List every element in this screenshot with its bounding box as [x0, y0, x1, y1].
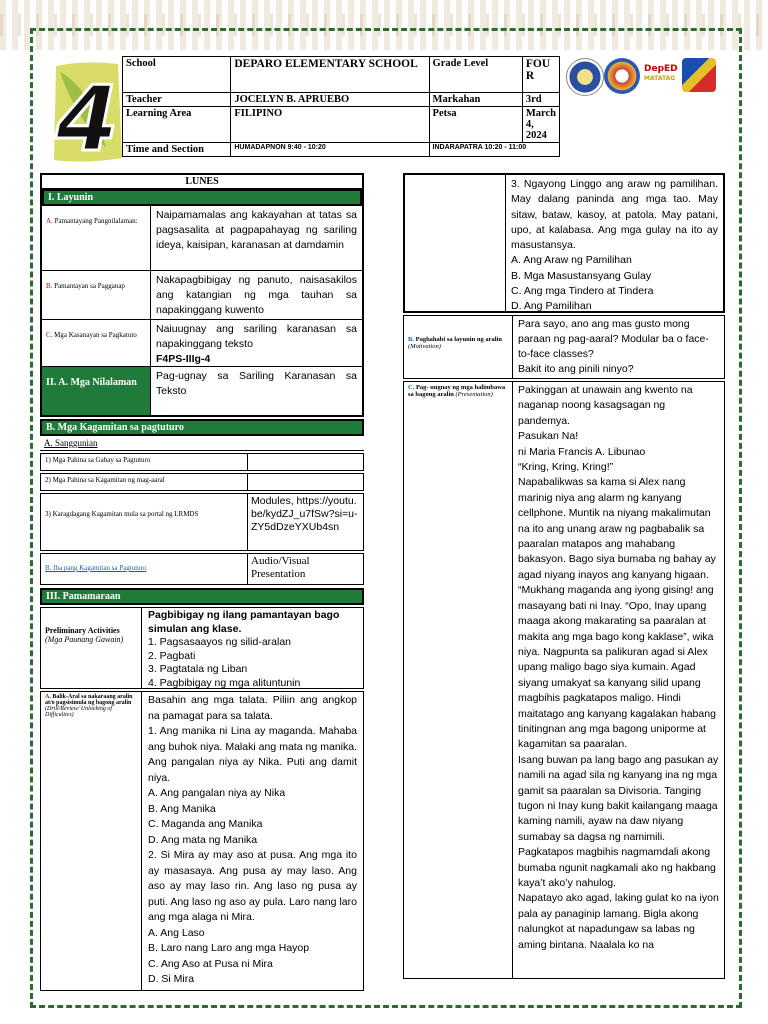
pagganap-text: Nakapagbibigay ng panuto, naisasakilos ang katangian ng mga tauhan sa napakinggang kuwento	[156, 274, 357, 316]
grade-label: Grade Level	[429, 57, 522, 93]
ref-row-2: 2) Mga Pahina sa Kagamitan ng mag-aaral	[40, 473, 364, 491]
ref-row-4: B. Iba pang Kagamitan sa Pagtuturo Audio/Visual Presentation	[40, 553, 364, 585]
pamantayang-row	[42, 206, 362, 271]
svg-text:4: 4	[55, 67, 119, 168]
layunin-heading: I. Layunin	[42, 189, 362, 206]
motivation-label: B. Paghahabi sa layunin ng aralin (Motivation)	[404, 316, 513, 378]
nilalaman-text: Pag-ugnay sa Sariling Karanasan sa Teksto	[156, 370, 357, 397]
lunes-section	[40, 173, 364, 417]
kasanayan-label: C. Mga Kasanayan sa Pagkatuto	[42, 320, 151, 366]
teacher-value: JOCELYN B. APRUEBO	[231, 93, 429, 107]
pagganap-label: B. Pamantayan sa Pagganap	[42, 271, 151, 319]
prelim-row	[40, 607, 364, 689]
petsa-label: Petsa	[429, 107, 522, 143]
region-seal-icon	[604, 58, 640, 94]
left-column	[40, 173, 364, 991]
deped-seal-icon	[566, 58, 604, 96]
ref-row-3: 3) Karagdagang Kagamitan mula sa portal ng LRMDS Modules, https://youtu.be/kydZJ_u7fSw?si=u-ZY5dDzeYXUb4sn	[40, 493, 364, 551]
nilalaman-label: II. A. Mga Nilalaman	[42, 367, 151, 415]
prelim-label: Preliminary Activities (Mga Paunang Gawain)	[41, 608, 142, 688]
ref-row-1: 1) Mga Pahina sa Gabay sa Pagtuturo	[40, 453, 364, 471]
time-label: Time and Section	[123, 143, 231, 157]
area-label: Learning Area	[123, 107, 231, 143]
header-table	[122, 56, 560, 157]
motivation-row	[403, 315, 725, 379]
presentation-label: C. Pag- uugnay ng mga halimbawa sa bagong aralin (Presentation)	[404, 382, 513, 978]
story-content: Pakinggan at unawain ang kwento na naganap noong kasagsagan ng pandemya. Pasukan Na! ni Maria Francis A. Libunao “Kring, Kring, Kring!” Napabalikwas sa kama si Alex nang marinig niya ang alarm ng kanyang cellphone. Muntik na niyang makalimutan na ito ang unang araw ng pagbabalik sa paaralan matapos ang mahabang bakasyon. Bago siya bumaba ng bahay ay agad niyang inayos ang kanyang higaan. “Mukhang maganda ang iyong gising! ang masayang bati ni Inay. “Opo, Inay upang maaga akong makarating sa paaralan at makita ang mga bago kong kaklase”, wika niya. Nagpunta sa palikuran agad si Alex upang maligo bago siya kumain. Agad siyang umakyat sa kanyang silid upang magbihis pagkatapos maligo. Hindi maitatago ang kanyang kagalakan habang tinitingnan ang mga bagong uniporme at kagamitan sa paaralan. Isang buwan pa lang bago ang pasukan ay namili na agad sila ng kanyang ina ng mga gamit sa paaralan sa Divisoria. Tanging tugon ni Inay kung bakit kailangang maaga kaming namili, ayaw na daw niyang sumabay sa dagsa ng namimili. Pagkatapos magbihis nagmamdali akong bumaba ngunit nagkamali ako ng hakbang kaya’t ako’y nahulog. Napatayo ako agad, laking gulat ko na iyon pala ay panaginip lamang. Bigla akong nalungkot at napadungaw sa labas ng aming bintana. Naalala ko na	[518, 384, 719, 951]
bagong-pilipinas-icon	[682, 58, 716, 92]
right-column	[403, 173, 725, 979]
agency-seals	[562, 58, 722, 108]
markahan-value: 3rd	[522, 93, 559, 107]
teacher-label: Teacher	[123, 93, 231, 107]
question3-row	[403, 173, 725, 313]
balik-aral-content: Basahin ang mga talata. Piliin ang angkop na pamagat para sa talata. 1. Ang manika ni Lina ay maganda. Mahaba ang buhok niya. Malaki ang mata ng manika. Ang pangalan niya ay Nika. Puti ang damit niya. A. Ang pangalan niya ay Nika B. Ang Manika C. Maganda ang Manika D. Ang mata ng Manika 2. Si Mira ay may aso at pusa. Ang mga ito ay masasaya. Ang pusa ay may laso. Ang aso ay may laso rin. Ang laso ng pusa ay puti. Ang laso ng aso ay pula. Laro nang laro ang mga alaga ni Mira. A. Ang Laso B. Laro nang Laro ang mga Hayop C. Ang Aso at Pusa ni Mira D. Si Mira	[148, 694, 357, 985]
kasanayan-text: Naiuugnay ang sariling karanasan sa napakinggang teksto F4PS-IIIg-4	[156, 323, 357, 365]
prelim-content: Pagbibigay ng ilang pamantayan bago simulan ang klase. 1. Pagsasaayos ng silid-aralan 2. Pagbati 3. Pagtatala ng Liban 4. Pagbibigay ng mga alituntunin	[148, 609, 340, 689]
motivation-content: Para sayo, ano ang mas gusto mong paraan ng pag-aaral? Modular ba o face-to-face classes? Bakit ito ang pinili ninyo?	[518, 318, 709, 375]
time-section-1: HUMADAPNON 9:40 - 10:20	[231, 143, 429, 157]
nilalaman-row	[42, 367, 362, 415]
sanggunian-heading: A. Sanggunian	[40, 436, 364, 451]
kasanayan-row	[42, 320, 362, 367]
pamantayang-text: Naipamamalas ang kakayahan at tatas sa pagsasalita at pagpapahayag ng sariling ideya, kaisipan, karanasan at damdamin	[156, 209, 357, 251]
lrmds-link[interactable]: Modules, https://youtu.be/kydZJ_u7fSw?si=u-ZY5dDzeYXUb4sn	[251, 495, 358, 533]
pamantayang-label: A. Pamantayang Pangnilalaman:	[42, 206, 151, 270]
pagganap-row	[42, 271, 362, 320]
balik-aral-row	[40, 691, 364, 991]
balik-aral-label: A. Balik-Aral sa nakaraang aralin at/o pagsisimula ng bagong aralin (Drill/Review/ Unlocking of Difficulties)	[41, 692, 142, 990]
question3-content: 3. Ngayong Linggo ang araw ng pamilihan. May dalang paninda ang mga tao. May sitaw, bataw, kasoy, at patola. May patani, upo, at kalabasa. Ang mga gulay na ito ay masustansya. A. Ang Araw ng Pamilihan B. Mga Masustansyang Gulay C. Ang mga Tindero at Tindera D. Ang Pamilihan	[511, 178, 718, 313]
time-section-2: INDARAPATRA 10:20 - 11:00	[429, 143, 559, 157]
day-heading: LUNES	[42, 175, 362, 189]
area-value: FILIPINO	[231, 107, 429, 143]
grade-four-logo	[46, 58, 128, 168]
pamamaraan-heading: III. Pamamaraan	[40, 588, 364, 605]
markahan-label: Markahan	[429, 93, 522, 107]
iba-pang-kagamitan-value: Audio/Visual Presentation	[251, 555, 310, 580]
deped-matatag-logo: DepED MATATAG	[644, 64, 678, 82]
kagamitan-heading: B. Mga Kagamitan sa pagtuturo	[40, 419, 364, 436]
school-value: DEPARO ELEMENTARY SCHOOL	[231, 57, 429, 93]
petsa-value: March 4, 2024	[522, 107, 559, 143]
grade-value: FOU R	[522, 57, 559, 93]
school-label: School	[123, 57, 231, 93]
presentation-row	[403, 381, 725, 979]
